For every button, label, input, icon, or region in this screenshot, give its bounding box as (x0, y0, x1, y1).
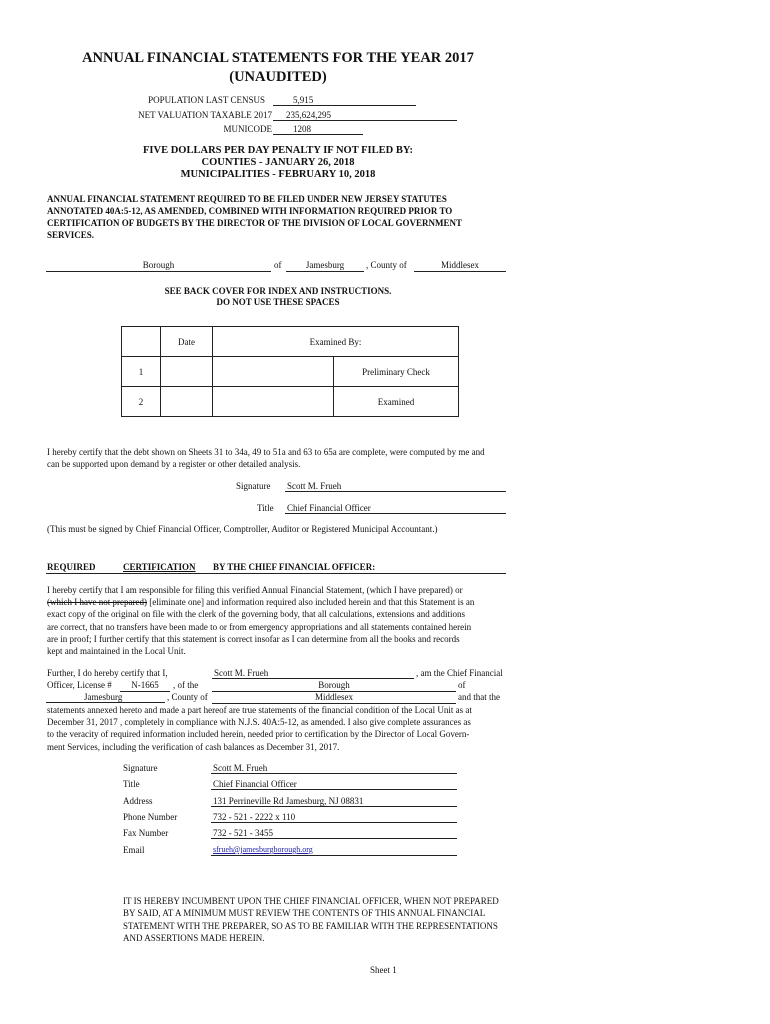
exam-cell-blank (122, 327, 161, 357)
statute-line-1: ANNUAL FINANCIAL STATEMENT REQUIRED TO BE FILED UNDER NEW JERSEY STATUTES (47, 194, 447, 204)
license-field[interactable]: N-1665 (120, 679, 170, 692)
population-label: POPULATION LAST CENSUS (148, 95, 265, 105)
cfo-cert-line-2-rest: [eliminate one] and information required also included herein and that this Statement is an (146, 597, 475, 608)
exam-table (121, 326, 459, 417)
of-label: of (458, 680, 466, 690)
municipality-of-label: of (274, 260, 282, 270)
incumbent-line-2: BY SAID, AT A MINIMUM MUST REVIEW THE CONTENTS OF THIS ANNUAL FINANCIAL (123, 908, 486, 919)
cfo-cert-line-2 (47, 596, 517, 608)
unit-name-field[interactable]: Jamesburg (46, 691, 165, 703)
contact-email-label: Email (123, 845, 145, 855)
and-that-label: and that the (458, 692, 500, 702)
page-subtitle: (UNAUDITED) (229, 69, 327, 85)
debt-certification (47, 446, 485, 470)
contact-email-field[interactable] (211, 844, 457, 856)
contact-phone-field[interactable]: 732 - 521 - 2222 x 110 (211, 811, 457, 823)
statute-line-2: ANNOTATED 40A:5-12, AS AMENDED, COMBINED WITH INFORMATION REQUIRED PRIOR TO (47, 206, 453, 216)
debt-signer-note: (This must be signed by Chief Financial Officer, Comptroller, Auditor or Registered Municipal Accountant.) (47, 524, 438, 534)
municipality-type: Borough (46, 259, 271, 272)
penalty-line-3: MUNICIPALITIES - FEBRUARY 10, 2018 (180, 169, 376, 180)
of-the-label: , of the (173, 680, 199, 690)
cfo-cert-p2-line-7: ment Services, including the verification of cash balances as December 31, 2017. (47, 741, 340, 752)
certification-label: CERTIFICATION (123, 562, 196, 572)
cfo-cert-line-1: I hereby certify that I am responsible for filing this verified Annual Financial Statement, (which I have prepared) or (47, 585, 463, 595)
cfo-name-field[interactable]: Scott M. Frueh (212, 667, 414, 679)
certification-divider (46, 573, 506, 574)
debt-cert-line-2: can be supported upon demand by a register or other detailed analysis. (47, 459, 301, 469)
contact-address-label: Address (123, 796, 153, 806)
exam-examiner-cell[interactable] (213, 357, 334, 387)
county-name: Middlesex (414, 259, 506, 272)
exam-date-cell[interactable] (161, 387, 213, 417)
contact-fax-label: Fax Number (123, 828, 169, 838)
required-label: REQUIRED (47, 562, 96, 572)
incumbent-line-1: IT IS HEREBY INCUMBENT UPON THE CHIEF FINANCIAL OFFICER, WHEN NOT PREPARED (123, 896, 499, 906)
county-field[interactable]: Middlesex (212, 691, 456, 704)
contact-signature-field[interactable]: Scott M. Frueh (211, 762, 457, 774)
exam-examiner-cell[interactable] (213, 387, 334, 417)
cfo-cert-paragraph (47, 584, 517, 657)
contact-signature-label: Signature (123, 763, 158, 773)
further-label: Further, I do hereby certify that I, (47, 668, 168, 678)
statute-notice (47, 193, 462, 241)
exam-date-cell[interactable] (161, 357, 213, 387)
penalty-line-2: COUNTIES - JANUARY 26, 2018 (201, 157, 355, 168)
table-row (122, 387, 459, 417)
county-label: , County of (366, 260, 407, 270)
page-title: ANNUAL FINANCIAL STATEMENTS FOR THE YEAR 2017 (82, 50, 474, 66)
statute-line-3: CERTIFICATION OF BUDGETS BY THE DIRECTOR OF THE DIVISION OF LOCAL GOVERNMENT (47, 218, 463, 228)
exam-row-number: 1 (122, 357, 161, 387)
debt-cert-line-1: I hereby certify that the debt shown on Sheets 31 to 34a, 49 to 51a and 63 to 65a are complete, were computed by me and (47, 447, 485, 457)
cfo-cert-line-4: are correct, that no transfers have been made to or from emergency appropriations and all statements contained herein (47, 621, 472, 632)
exam-table-header (122, 327, 459, 357)
contact-title-label: Title (123, 779, 140, 789)
debt-title-label: Title (257, 503, 274, 513)
instructions-line-2: DO NOT USE THESE SPACES (216, 297, 340, 307)
cfo-cert-line-5: are in proof; I further certify that this statement is correct insofar as I can determine from all the books and records (47, 633, 460, 644)
email-link[interactable]: sfrueh@jamesburgborough.org (213, 845, 313, 854)
cfo-cert-p2-line-6: to the veracity of required information included herein, needed prior to certification by the Director of Local Govern- (47, 729, 470, 740)
exam-row-label: Preliminary Check (334, 357, 459, 387)
struck-option: (which I have not prepared) (47, 597, 147, 608)
incumbent-notice (123, 895, 499, 945)
cfo-cert-line-3: exact copy of the original on file with the clerk of the governing body, that all calculations, extensions and additions (47, 609, 466, 620)
sheet-number: Sheet 1 (370, 965, 397, 975)
table-row (122, 357, 459, 387)
contact-title-field[interactable]: Chief Financial Officer (211, 778, 457, 790)
valuation-label: NET VALUATION TAXABLE 2017 (138, 110, 272, 120)
debt-signature-label: Signature (236, 481, 271, 491)
contact-phone-label: Phone Number (123, 812, 178, 822)
contact-address-field[interactable]: 131 Perrineville Rd Jamesburg, NJ 08831 (211, 795, 457, 807)
county-of-label: , County of (167, 692, 208, 702)
am-cfo-label: , am the Chief Financial (416, 668, 503, 678)
debt-signature-field[interactable]: Scott M. Frueh (285, 480, 506, 492)
instructions-line-1: SEE BACK COVER FOR INDEX AND INSTRUCTIONS. (164, 286, 392, 296)
municode-label: MUNICODE (223, 124, 272, 134)
debt-title-field[interactable]: Chief Financial Officer (285, 502, 506, 514)
exam-header-date: Date (161, 327, 213, 357)
valuation-value: 235,624,295 (273, 109, 457, 121)
penalty-line-1: FIVE DOLLARS PER DAY PENALTY IF NOT FILED BY: (143, 145, 413, 156)
municipality-name: Jamesburg (286, 259, 364, 272)
municode-value: 1208 (273, 123, 363, 135)
unit-type-field[interactable]: Borough (212, 679, 456, 692)
exam-row-label: Examined (334, 387, 459, 417)
incumbent-line-4: AND ASSERTIONS MADE HEREIN. (123, 933, 265, 944)
statute-line-4: SERVICES. (47, 230, 94, 240)
cfo-cert-line-6: kept and maintained in the Local Unit. (47, 646, 186, 657)
contact-fax-field[interactable]: 732 - 521 - 3455 (211, 827, 457, 839)
incumbent-line-3: STATEMENT WITH THE PREPARER, SO AS TO BE FAMILIAR WITH THE REPRESENTATIONS (123, 920, 498, 931)
exam-row-number: 2 (122, 387, 161, 417)
exam-header-examined-by: Examined By: (213, 327, 459, 357)
population-value: 5,915 (273, 94, 416, 106)
cfo-cert-p2-line-4: statements annexed hereto and made a part hereof are true statements of the financial condition of the Local Unit as at (47, 705, 472, 715)
cfo-cert-p2-line-5: December 31, 2017 , completely in compliance with N.J.S. 40A:5-12, as amended. I also give complete assurances as (47, 717, 471, 728)
license-label: Officer, License # (47, 680, 112, 690)
by-cfo-label: BY THE CHIEF FINANCIAL OFFICER: (213, 562, 376, 572)
cfo-cert-paragraph-2 (47, 704, 517, 753)
